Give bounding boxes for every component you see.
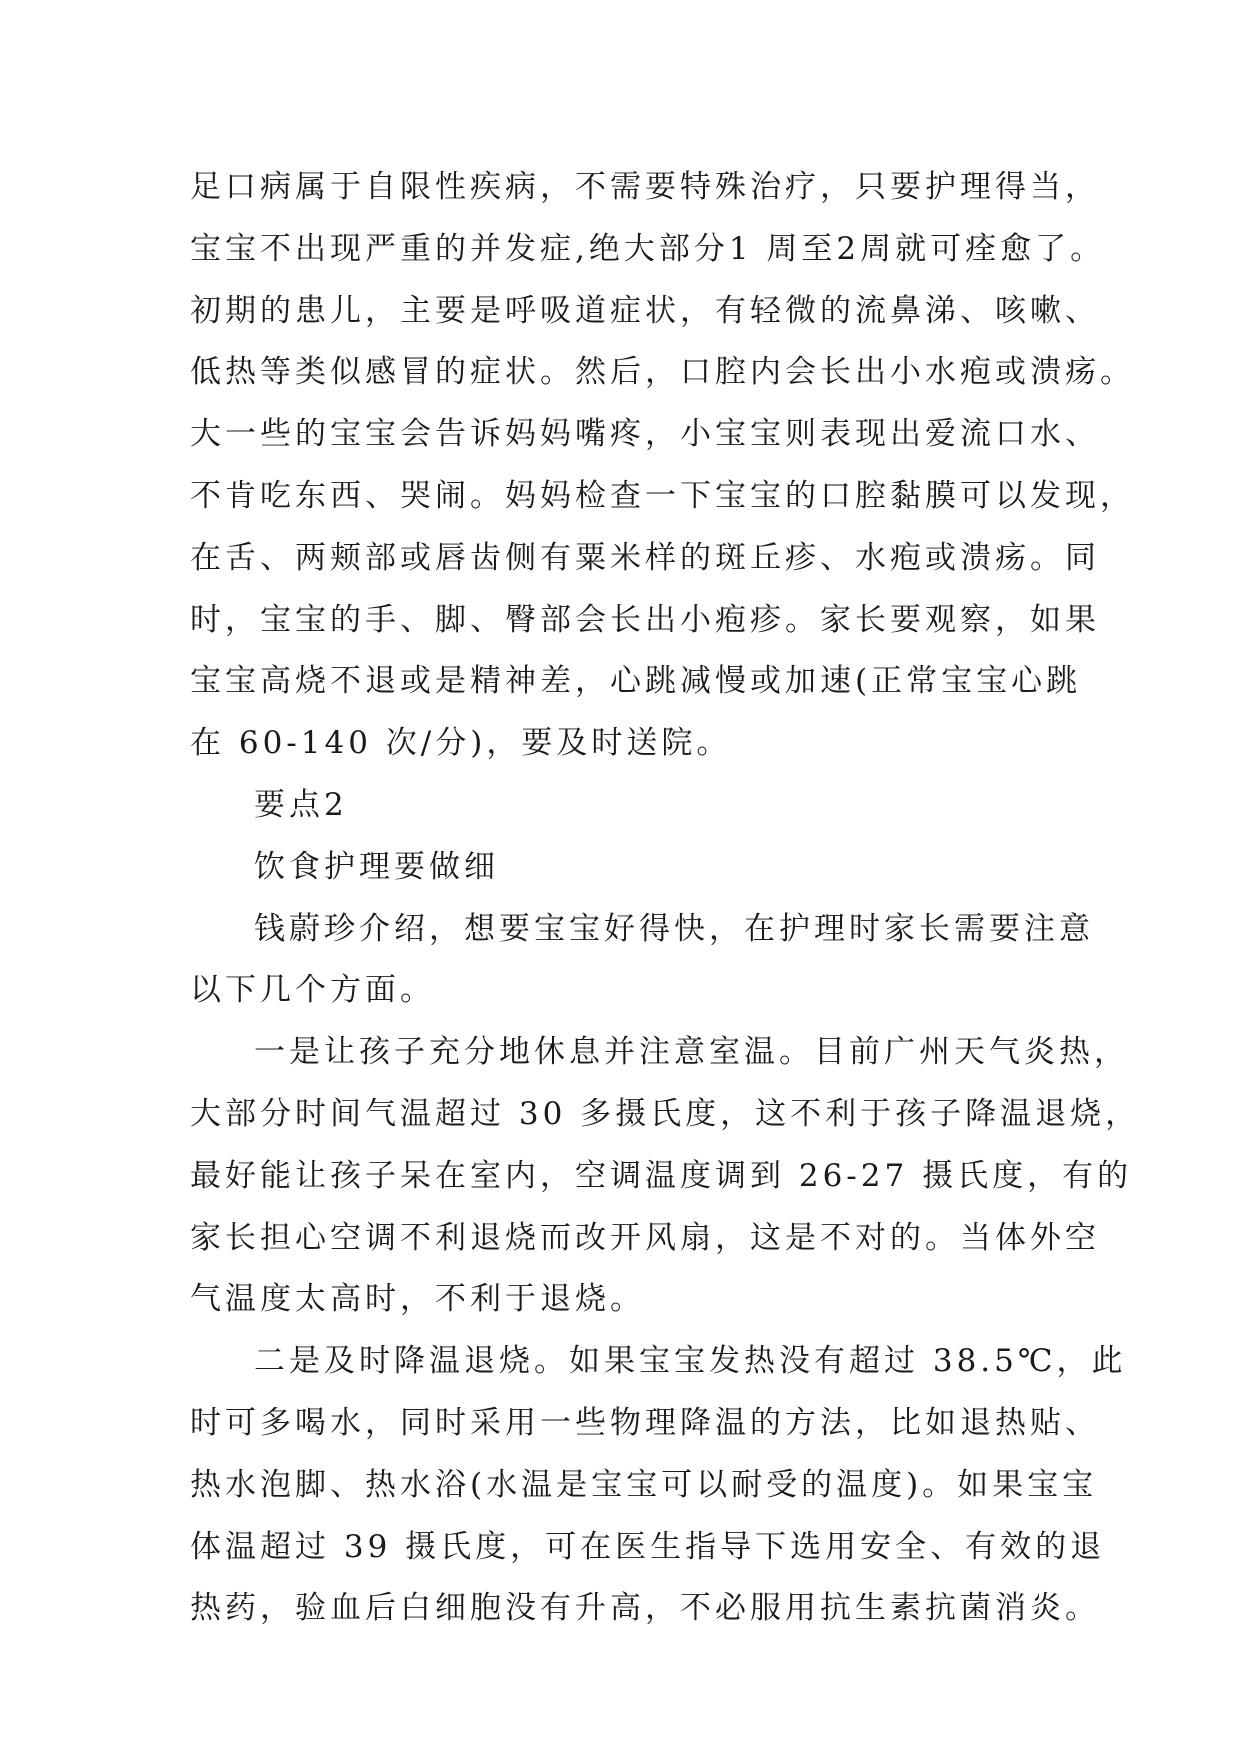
text-line: 足口病属于自限性疾病，不需要特殊治疗，只要护理得当， [190,169,1100,205]
text-line: 钱蔚珍介绍，想要宝宝好得快，在护理时家长需要注意 [254,910,1094,947]
text-line: 气温度太高时，不利于退烧。 [190,1281,645,1318]
text-line: 热水泡脚、热水浴(水温是宝宝可以耐受的温度)。如果宝宝 [190,1466,1098,1503]
text-line: 大一些的宝宝会告诉妈妈嘴疼，小宝宝则表现出爱流口水、 [190,416,1100,453]
text-line: 最好能让孩子呆在室内，空调温度调到 26-27 摄氏度，有的 [190,1157,1133,1194]
text-line: 家长担心空调不利退烧而改开风扇，这是不对的。当体外空 [190,1219,1100,1256]
text-line: 大部分时间气温超过 30 多摄氏度，这不利于孩子降温退烧， [190,1095,1141,1132]
text-line: 一是让孩子充分地休息并注意室温。目前广州天气炎热， [254,1034,1129,1071]
text-line: 宝宝高烧不退或是精神差，心跳减慢或加速(正常宝宝心跳 [190,663,1082,700]
text-line: 不肯吃东西、哭闹。妈妈检查一下宝宝的口腔黏膜可以发现， [190,477,1135,514]
text-line: 在 60-140 次/分)，要及时送院。 [190,725,732,762]
text-line: 二是及时降温退烧。如果宝宝发热没有超过 38.5℃，此 [254,1343,1127,1380]
body-text [190,157,1141,1640]
text-line: 要点2 [254,786,348,823]
text-line: 宝宝不出现严重的并发症,绝大部分1 周至2周就可痊愈了。 [190,230,1106,267]
text-line: 时，宝宝的手、脚、臀部会长出小疱疹。家长要观察，如果 [190,601,1100,638]
text-line: 低热等类似感冒的症状。然后，口腔内会长出小水疱或溃疡。 [190,354,1135,391]
text-line: 饮食护理要做细 [254,848,499,885]
text-line: 初期的患儿，主要是呼吸道症状，有轻微的流鼻涕、咳嗽、 [190,292,1100,329]
text-line: 以下几个方面。 [190,972,435,1009]
text-line: 时可多喝水，同时采用一些物理降温的方法，比如退热贴、 [190,1404,1100,1441]
text-line: 体温超过 39 摄氏度，可在医生指导下选用安全、有效的退 [190,1528,1106,1565]
text-line: 热药，验血后白细胞没有升高，不必服用抗生素抗菌消炎。 [190,1590,1100,1627]
text-line: 在舌、两颊部或唇齿侧有粟米样的斑丘疹、水疱或溃疡。同 [190,539,1100,576]
